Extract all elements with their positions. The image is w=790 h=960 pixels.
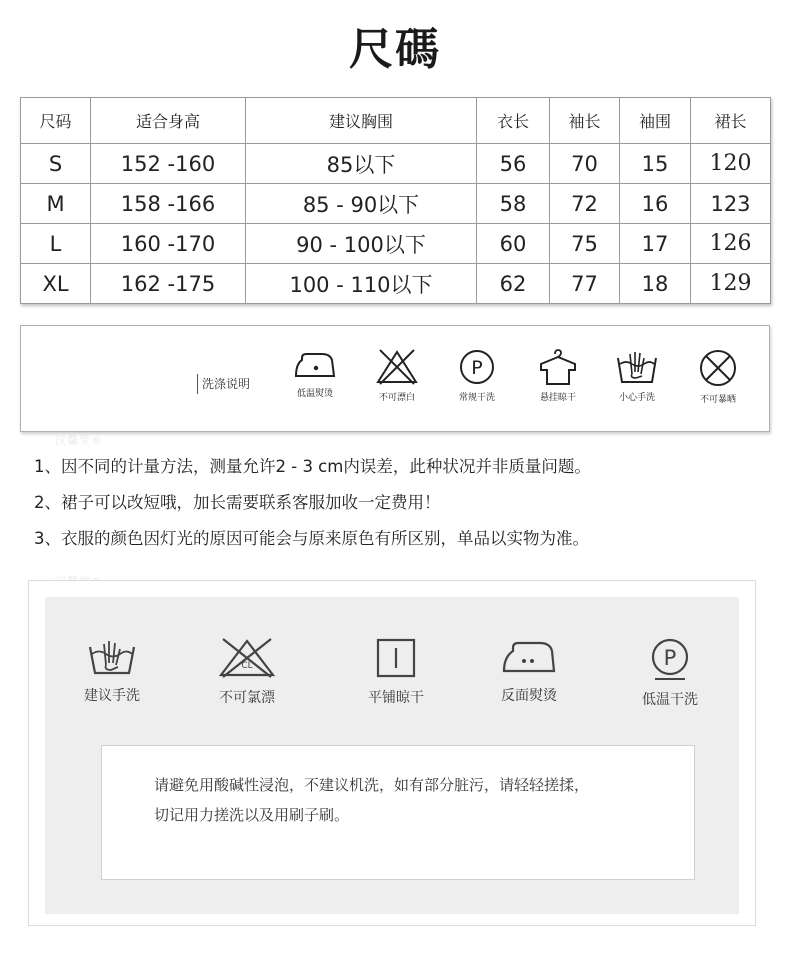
- iron-low-temp-icon: [292, 348, 338, 382]
- care-caption: 悬挂晾干: [539, 393, 576, 403]
- table-cell: L: [21, 224, 91, 264]
- header-bust: 建议胸围: [246, 98, 477, 144]
- care-item-iron: [275, 348, 355, 399]
- svg-text:CL: CL: [241, 661, 253, 671]
- hand-wash-icon: [614, 348, 660, 386]
- dry-clean-p-icon: [457, 348, 497, 386]
- care-caption: 常规干洗: [458, 393, 495, 403]
- notice-line: 请避免用酸碱性浸泡，不建议机洗，如有部分脏污，请轻轻搓揉，: [154, 776, 590, 794]
- table-cell: 77: [550, 264, 620, 304]
- care-item-hang-dry: [518, 348, 598, 403]
- care-panel: [28, 580, 756, 926]
- table-cell: 62: [477, 264, 550, 304]
- table-cell: 72: [550, 184, 620, 224]
- care-item-no-sun: [678, 348, 758, 405]
- panel-caption: 反面熨烫: [501, 688, 557, 704]
- hand-wash-icon: [86, 637, 138, 677]
- table-cell: 17: [620, 224, 691, 264]
- table-cell: 60: [477, 224, 550, 264]
- size-table: [20, 97, 771, 304]
- header-sleeve-width: 袖围: [620, 98, 691, 144]
- svg-text:P: P: [663, 646, 677, 670]
- watermark-text: 汉馨堂®: [55, 434, 103, 447]
- table-cell: S: [21, 144, 91, 184]
- table-cell: 70: [550, 144, 620, 184]
- table-cell: 126: [691, 224, 771, 264]
- notes-list: [34, 455, 774, 563]
- table-cell: 16: [620, 184, 691, 224]
- table-cell: 162 -175: [91, 264, 246, 304]
- table-row: [21, 264, 771, 304]
- panel-item-dry-clean: [615, 637, 725, 709]
- table-header-row: [21, 98, 771, 144]
- table-cell: 56: [477, 144, 550, 184]
- panel-caption: 不可氯漂: [219, 690, 275, 706]
- table-cell: 15: [620, 144, 691, 184]
- panel-item-flat-dry: [341, 637, 451, 707]
- care-caption: 低温熨烫: [296, 389, 333, 399]
- table-cell: 120: [691, 144, 771, 184]
- iron-reverse-icon: [500, 637, 558, 677]
- header-height: 适合身高: [91, 98, 246, 144]
- panel-caption: 建议手洗: [84, 688, 140, 704]
- svg-text:P: P: [471, 357, 483, 379]
- panel-caption: 平铺晾干: [368, 690, 424, 706]
- note-item: 3、衣服的颜色因灯光的原因可能会与原来原色有所区别，单品以实物为准。: [34, 529, 589, 548]
- note-item: 2、裙子可以改短哦，加长需要联系客服加收一定费用！: [34, 493, 441, 512]
- no-sun-dry-icon: [697, 348, 739, 388]
- care-panel-inner: [45, 597, 739, 914]
- header-skirt-length: 裙长: [691, 98, 771, 144]
- note-item: 1、因不同的计量方法，测量允许2 - 3 cm内误差，此种状况并非质量问题。: [34, 457, 591, 476]
- table-row: [21, 224, 771, 264]
- no-chlorine-bleach-icon: [217, 637, 277, 679]
- table-cell: 129: [691, 264, 771, 304]
- table-cell: 123: [691, 184, 771, 224]
- panel-item-iron-reverse: [474, 637, 584, 705]
- table-cell: M: [21, 184, 91, 224]
- panel-caption: 低温干洗: [642, 692, 698, 708]
- dry-clean-low-temp-icon: [647, 637, 693, 681]
- header-size: 尺码: [21, 98, 91, 144]
- table-cell: 160 -170: [91, 224, 246, 264]
- table-row: [21, 184, 771, 224]
- header-length: 衣长: [477, 98, 550, 144]
- hang-dry-icon: [535, 348, 581, 386]
- notice-line: 切记用力搓洗以及用刷子刷。: [154, 806, 350, 824]
- care-caption: 不可漂白: [378, 393, 415, 403]
- header-sleeve-length: 袖长: [550, 98, 620, 144]
- table-cell: 58: [477, 184, 550, 224]
- table-cell: 100 - 110以下: [246, 264, 477, 304]
- care-label: 洗涤说明: [197, 374, 250, 394]
- table-cell: 85 - 90以下: [246, 184, 477, 224]
- table-cell: 158 -166: [91, 184, 246, 224]
- care-item-hand-wash: [597, 348, 677, 403]
- no-bleach-icon: [374, 348, 420, 386]
- table-row: [21, 144, 771, 184]
- table-cell: 18: [620, 264, 691, 304]
- panel-item-hand-wash: [57, 637, 167, 705]
- care-caption: 小心手洗: [618, 393, 655, 403]
- care-item-dry-clean: [437, 348, 517, 403]
- table-cell: 85以下: [246, 144, 477, 184]
- table-cell: 152 -160: [91, 144, 246, 184]
- table-cell: 90 - 100以下: [246, 224, 477, 264]
- care-caption: 不可暴晒: [699, 395, 736, 405]
- table-cell: XL: [21, 264, 91, 304]
- panel-item-no-chlorine: [192, 637, 302, 707]
- care-instructions-bar: [20, 325, 770, 432]
- watermark-row: [0, 432, 790, 448]
- washing-notice: [101, 745, 695, 880]
- page-title: 尺碼: [349, 24, 441, 75]
- flat-dry-icon: [375, 637, 417, 679]
- care-item-no-bleach: [357, 348, 437, 403]
- table-cell: 75: [550, 224, 620, 264]
